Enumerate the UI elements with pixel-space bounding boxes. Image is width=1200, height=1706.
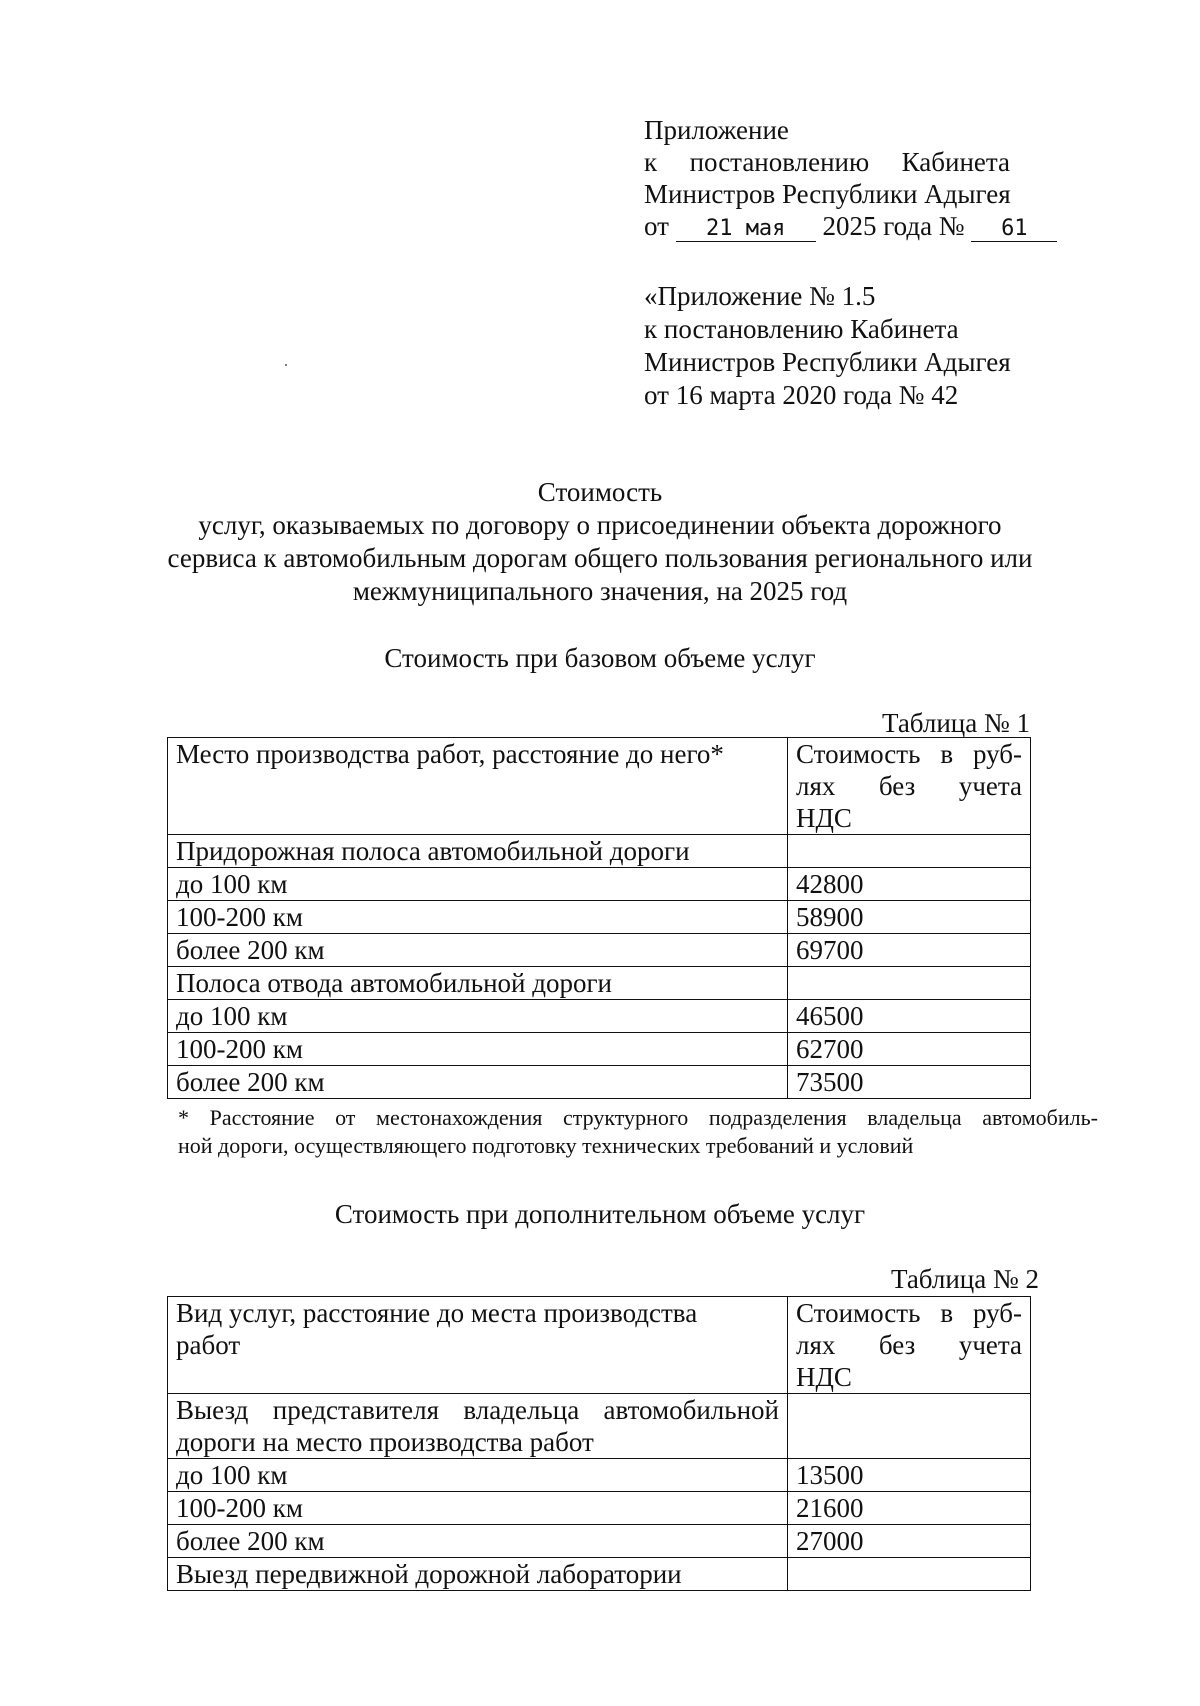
resolution-word-cabinet: Кабинета (901, 147, 1010, 177)
row-value (788, 835, 1031, 868)
table-row (168, 1525, 1031, 1558)
title-line2: услуг, оказываемых по договору о присоединении объекта дорожного (198, 510, 1002, 540)
row-label: более 200 км (168, 1066, 788, 1099)
table1-col1-header: Место производства работ, расстояние до него* (168, 738, 788, 835)
row-label: более 200 км (168, 934, 788, 967)
row-value (788, 967, 1031, 1000)
row-label: 100-200 км (168, 901, 788, 934)
previous-appendix-line2: к постановлению Кабинета (644, 314, 959, 344)
table1-footnote (178, 1104, 1098, 1160)
table2-col2-header-l2: лях без учета (796, 1330, 1022, 1360)
row-value (788, 1394, 1031, 1459)
visit-label-l1: Выезд представителя владельца автомобильной (176, 1395, 779, 1425)
row-label: 100-200 км (168, 1492, 788, 1525)
table1-header-row (168, 738, 1031, 835)
row-value: 46500 (788, 1000, 1031, 1033)
row-value: 73500 (788, 1066, 1031, 1099)
row-value: 21600 (788, 1492, 1031, 1525)
table-row (168, 901, 1031, 934)
table-row (168, 1394, 1031, 1459)
date-field: 21 мая (676, 217, 816, 242)
footnote-line1: * Расстояние от местонахождения структурного подразделения владельца автомобиль- (178, 1105, 1098, 1130)
table-row (168, 967, 1031, 1000)
row-label: более 200 км (168, 1525, 788, 1558)
appendix-title: Приложение (644, 115, 789, 145)
resolution-line (644, 146, 1010, 178)
row-label: 100-200 км (168, 1033, 788, 1066)
table2-label: Таблица № 2 (891, 1264, 1039, 1294)
previous-appendix-line3: Министров Республики Адыгея (644, 347, 1011, 377)
from-prefix: от (644, 211, 669, 241)
table-row (168, 1033, 1031, 1066)
table-row (168, 934, 1031, 967)
table2-col1-header (168, 1297, 788, 1394)
row-label: до 100 км (168, 868, 788, 901)
previous-appendix-block (644, 280, 1064, 412)
table-row (168, 1000, 1031, 1033)
table-row (168, 1066, 1031, 1099)
row-label: Придорожная полоса автомобильной дороги (168, 835, 788, 868)
section1-heading: Стоимость при базовом объеме услуг (384, 643, 816, 673)
document-title (150, 476, 1050, 608)
table2 (167, 1296, 1031, 1591)
table2-col2-header-l3: НДС (796, 1362, 852, 1392)
number-field: 61 (971, 217, 1057, 242)
title-line4: межмуниципального значения, на 2025 год (352, 576, 848, 606)
row-value: 42800 (788, 868, 1031, 901)
footnote-line2: ной дороги, осуществляющего подготовку технических требований и условий (178, 1133, 914, 1158)
section2-heading: Стоимость при дополнительном объеме услуг (334, 1199, 866, 1229)
row-value: 27000 (788, 1525, 1031, 1558)
table-row (168, 1558, 1031, 1591)
row-value: 58900 (788, 901, 1031, 934)
row-value: 62700 (788, 1033, 1031, 1066)
table1 (167, 737, 1031, 1099)
table1-col2-header (788, 738, 1031, 835)
date-number-line (644, 210, 1044, 242)
row-value: 13500 (788, 1459, 1031, 1492)
row-value: 69700 (788, 934, 1031, 967)
row-value (788, 1558, 1031, 1591)
resolution-word-k: к (644, 147, 658, 177)
table-row (168, 835, 1031, 868)
visit-label-l2: дороги на место производства работ (176, 1427, 594, 1457)
table1-col2-header-l1: Стоимость в руб- (796, 739, 1022, 769)
table1-label: Таблица № 1 (882, 708, 1030, 738)
row-label: Полоса отвода автомобильной дороги (168, 967, 788, 1000)
title-line1: Стоимость (537, 477, 663, 507)
table1-col2-header-l3: НДС (796, 803, 852, 833)
table2-col2-header (788, 1297, 1031, 1394)
table2-col1-header-l2: работ (176, 1330, 241, 1360)
row-label: до 100 км (168, 1000, 788, 1033)
row-label: до 100 км (168, 1459, 788, 1492)
table2-col2-header-l1: Стоимость в руб- (796, 1298, 1022, 1328)
resolution-word-resolution: постановлению (689, 147, 870, 177)
row-label: Выезд передвижной дорожной лаборатории (168, 1558, 788, 1591)
table-row (168, 868, 1031, 901)
table1-col2-header-l2: лях без учета (796, 771, 1022, 801)
previous-appendix-line1: «Приложение № 1.5 (644, 281, 876, 311)
approval-header (644, 114, 1044, 242)
year-number-text: 2025 года № (822, 211, 965, 241)
ministers-line: Министров Республики Адыгея (644, 179, 1011, 209)
row-label (168, 1394, 788, 1459)
table-row (168, 1459, 1031, 1492)
table2-col1-header-l1: Вид услуг, расстояние до места производства (176, 1298, 698, 1328)
previous-appendix-line4: от 16 марта 2020 года № 42 (644, 380, 959, 410)
title-line3: сервиса к автомобильным дорогам общего пользования регионального или (167, 543, 1033, 573)
scan-speck (285, 364, 287, 366)
table2-header-row (168, 1297, 1031, 1394)
table-row (168, 1492, 1031, 1525)
